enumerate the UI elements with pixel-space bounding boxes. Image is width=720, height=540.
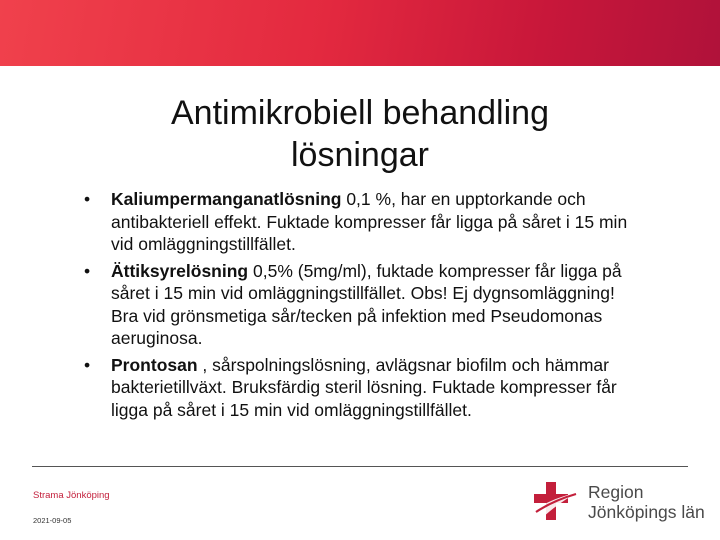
- bullet-term: Kaliumpermanganatlösning: [111, 189, 342, 209]
- bullet-item: [84, 260, 644, 350]
- footer-divider: [32, 466, 688, 467]
- slide-title-line-2: lösningar: [291, 136, 429, 174]
- bullet-text: , sårspolningslösning, avlägsnar biofilm och hämmar bakterietillväxt. Bruksfärdig steril lösning. Fuktade kompresser får ligga på såret i 15 min vid omläggningstillfället.: [111, 354, 617, 420]
- region-cross-icon: [532, 480, 582, 524]
- slide-title-line-1: Antimikrobiell behandling: [170, 94, 549, 132]
- bullet-item: [84, 354, 644, 422]
- bullet-list: [84, 188, 644, 425]
- bullet-text: 0,5% (5mg/ml), fuktade kompresser får ligga på såret i 15 min vid omläggningstillfället. Obs! Ej dygnsomläggning! Bra vid grönsmetiga sår/tecken på infektion med Pseudomonas aeruginosa.: [111, 260, 622, 348]
- bullet-dot: •: [84, 354, 91, 375]
- logo-text: [588, 482, 705, 522]
- logo-line-1: Region: [588, 482, 644, 502]
- bullet-text: 0,1 %, har en upptorkande och antibakteriell effekt. Fuktade kompresser får ligga på såret i 15 min vid omläggningstillfället.: [111, 189, 628, 254]
- footer-date: 2021-09-05: [33, 516, 72, 525]
- region-logo: [532, 478, 707, 526]
- bullet-term: Ättiksyrelösning: [111, 260, 249, 281]
- footer-organization: Strama Jönköping: [33, 490, 110, 501]
- bullet-dot: •: [84, 189, 91, 209]
- slide-title: [110, 92, 610, 176]
- top-banner: [0, 0, 720, 66]
- bullet-item: [84, 188, 644, 256]
- bullet-term: Prontosan: [111, 354, 198, 375]
- bullet-dot: •: [84, 260, 91, 281]
- logo-line-2: Jönköpings län: [588, 502, 705, 522]
